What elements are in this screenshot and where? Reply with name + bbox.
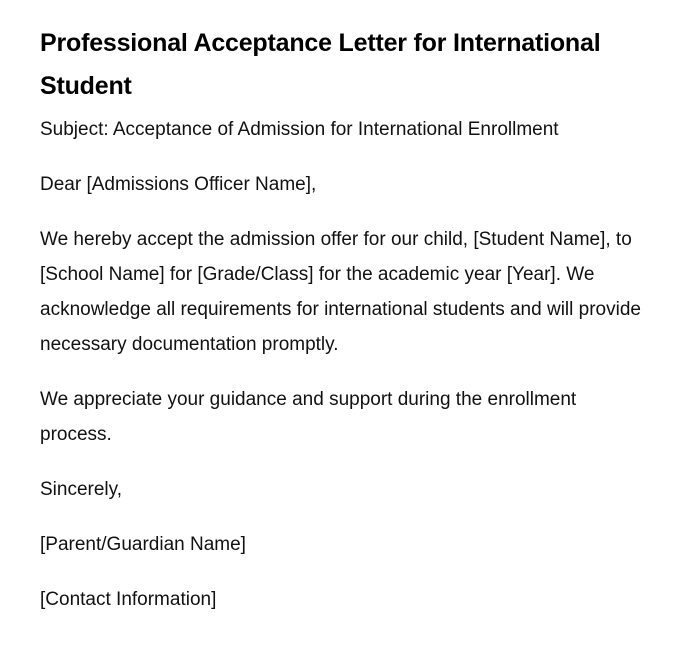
signature-name: [Parent/Guardian Name] xyxy=(40,534,246,555)
letter-document xyxy=(40,22,650,637)
body-paragraph-acceptance: We hereby accept the admission offer for our child, [Student Name], to [School Name] for [Grade/Class] for the academic year [Year]. We acknowledge all requirements for international students and will provide necessary documentation promptly. xyxy=(40,229,641,355)
subject-line: Subject: Acceptance of Admission for International Enrollment xyxy=(40,119,559,140)
body-paragraph-appreciation: We appreciate your guidance and support during the enrollment process. xyxy=(40,389,577,445)
document-title: Professional Acceptance Letter for International Student xyxy=(40,29,601,100)
salutation: Dear [Admissions Officer Name], xyxy=(40,174,317,195)
contact-information: [Contact Information] xyxy=(40,589,217,610)
closing: Sincerely, xyxy=(40,479,123,500)
